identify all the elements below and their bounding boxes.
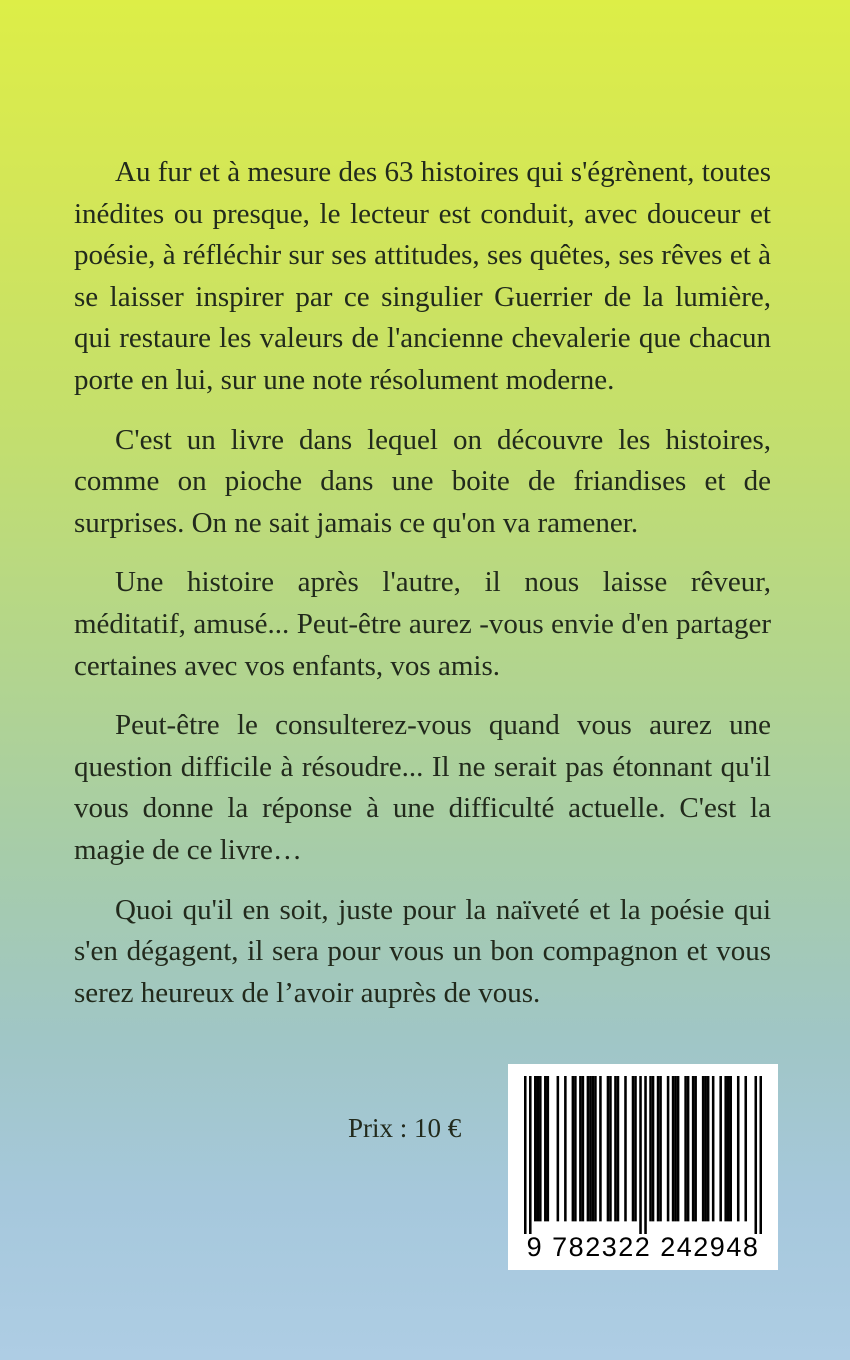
barcode-bar: [687, 1076, 690, 1221]
price-label: Prix : 10 €: [348, 1113, 462, 1143]
barcode-bar: [547, 1076, 550, 1221]
barcode-bar: [564, 1076, 567, 1221]
barcode-bar: [539, 1076, 542, 1221]
barcode-bar: [737, 1076, 740, 1221]
barcode-bar: [579, 1076, 582, 1221]
barcode-bar: [707, 1076, 710, 1221]
barcode-bar: [544, 1076, 547, 1221]
barcode-bar: [667, 1076, 670, 1221]
barcode-icon: [524, 1076, 762, 1234]
barcode-bar: [524, 1076, 527, 1234]
barcode-bar: [599, 1076, 602, 1221]
barcode-bar: [589, 1076, 592, 1221]
barcode-bar: [712, 1076, 715, 1221]
barcode-bar: [759, 1076, 762, 1234]
barcode-bar: [632, 1076, 635, 1221]
barcode-bar: [574, 1076, 577, 1221]
barcode-bar: [744, 1076, 747, 1221]
barcode-bar: [674, 1076, 677, 1221]
barcode-panel: [508, 1064, 778, 1270]
barcode-bar: [572, 1076, 575, 1221]
barcode-bar: [582, 1076, 585, 1221]
barcode-bar: [754, 1076, 757, 1234]
barcode-bar: [617, 1076, 620, 1221]
barcode-bar: [624, 1076, 627, 1221]
barcode-bar: [652, 1076, 655, 1221]
barcode-bar: [684, 1076, 687, 1221]
barcode-bar: [692, 1076, 695, 1221]
barcode-bar: [694, 1076, 697, 1221]
paragraph-4: Peut-être le consulterez-vous quand vous aurez une question difficile à résoudre... Il ne serait pas étonnant qu'il vous donne la réponse à une difficulté actuelle. C'est la magie de ce livre…: [74, 709, 771, 866]
barcode-bar: [587, 1076, 590, 1221]
barcode-bar: [609, 1076, 612, 1221]
barcode-bar: [634, 1076, 637, 1221]
barcode-bar: [702, 1076, 705, 1221]
paragraph-2: C'est un livre dans lequel on découvre les histoires, comme on pioche dans une boite de friandises et de surprises. On ne sait jamais ce qu'on va ramener.: [74, 423, 771, 539]
barcode-bar: [592, 1076, 595, 1221]
paragraph-5: Quoi qu'il en soit, juste pour la naïveté et la poésie qui s'en dégagent, il sera pour vous un bon compagnon et vous serez heureux de l’avoir auprès de vous.: [74, 893, 771, 1009]
isbn-number: 9 782322 242948: [526, 1232, 760, 1262]
barcode-bar: [719, 1076, 722, 1221]
barcode-bar: [614, 1076, 617, 1221]
barcode-bar: [704, 1076, 707, 1221]
barcode-bar: [639, 1076, 642, 1234]
barcode-bar: [644, 1076, 647, 1234]
barcode-bar: [659, 1076, 662, 1221]
barcode-bar: [677, 1076, 680, 1221]
barcode-bar: [534, 1076, 537, 1221]
barcode-bar: [537, 1076, 540, 1221]
barcode-bar: [729, 1076, 732, 1221]
barcode-bar: [529, 1076, 532, 1234]
barcode-bar: [724, 1076, 727, 1221]
barcode-bar: [657, 1076, 660, 1221]
paragraph-1: Au fur et à mesure des 63 histoires qui s'égrènent, toutes inédites ou presque, le lecteur est conduit, avec douceur et poésie, à réfléchir sur ses attitudes, ses quêtes, ses rêves et à se laisser inspirer par ce singulier Guerrier de la lumière, qui restaure les valeurs de l'ancienne chevalerie que chacun porte en lui, sur une note résolument moderne.: [74, 156, 771, 396]
barcode-bar: [557, 1076, 560, 1221]
barcode-bar: [727, 1076, 730, 1221]
back-cover-text: [74, 152, 771, 1032]
barcode-bar: [594, 1076, 597, 1221]
paragraph-3: Une histoire après l'autre, il nous laisse rêveur, méditatif, amusé... Peut-être aurez -vous envie d'en partager certaines avec vos enfants, vos amis.: [74, 566, 771, 682]
barcode-bar: [672, 1076, 675, 1221]
barcode-bar: [649, 1076, 652, 1221]
barcode-bar: [607, 1076, 610, 1221]
